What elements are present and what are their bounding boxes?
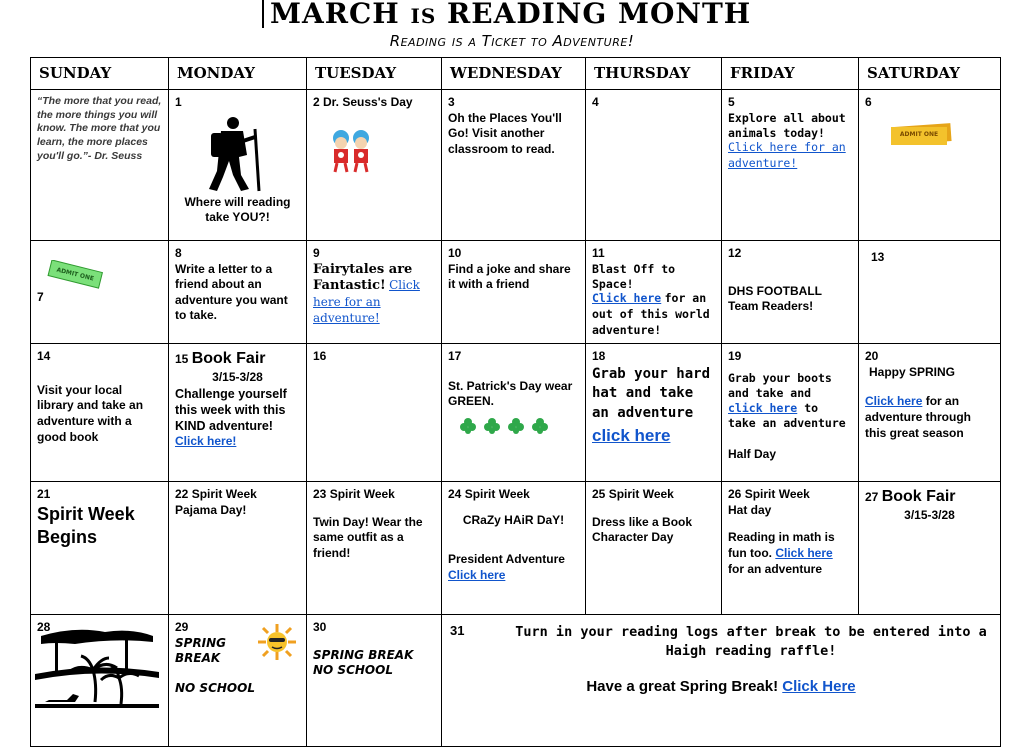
weekday-saturday: SATURDAY [859,58,1001,90]
week-row-4 [31,482,1001,615]
day-30-text: SPRING BREAK NO SCHOOL [313,647,414,678]
day-24-text-3: President Adventure [448,552,565,567]
day-24-text: Spirit Week [464,487,530,502]
day-cell-9 [307,241,442,344]
weekday-tuesday: TUESDAY [307,58,442,90]
day-cell-30 [307,615,442,747]
day-5-text: Explore all about animals today! [728,110,846,140]
day-number: 13 [871,250,885,264]
day-cell-23 [307,482,442,615]
day-cell-15 [169,344,307,482]
day-cell-29 [169,615,307,747]
day-cell-28 [31,615,169,747]
day-26-link[interactable]: Click here [775,546,833,561]
page-subtitle: Reading is a Ticket to Adventure! [389,32,635,50]
day-11-text-2: for an out of this world adventure! [592,291,710,337]
day-number: 8 [175,246,182,260]
weekday-header-row [31,58,1001,90]
day-cell-12 [722,241,859,344]
day-number: 20 [865,349,879,364]
day-cell-quote [31,90,169,241]
calendar-table [30,57,1001,747]
day-15-link[interactable]: Click here! [175,434,237,449]
day-cell-14 [31,344,169,482]
day-11-link[interactable]: Click here [592,291,662,306]
day-20-title: Happy SPRING [869,364,956,379]
day-8-text: Write a letter to a friend about an adventure you want to take. [175,261,288,323]
day-11-text: Blast Off to Space! [592,261,676,291]
day-21-text: Spirit Week Begins [37,503,135,548]
day-number: 31 [450,623,465,639]
day-2-text: 2 Dr. Seuss's Day [313,95,413,109]
day-22-text: Spirit Week [191,487,257,502]
day-10-text: Find a joke and share it with a friend [448,261,571,292]
day-24-link[interactable]: Click here [448,568,506,583]
day-cell-10 [442,241,586,344]
day-26-text-2: Hat day [728,502,772,517]
day-number: 16 [313,349,327,364]
day-cell-18 [586,344,722,482]
day-31-text: Turn in your reading logs after break to be entered into a Haigh reading raffle! [515,624,987,660]
week-row-2 [31,241,1001,344]
day-14-text: Visit your local library and take an adventure with a good book [37,382,144,444]
day-number: 30 [313,620,327,635]
sun-icon [254,622,300,662]
day-24-text-2: CRaZy HAiR DaY! [462,512,565,527]
weekday-friday: FRIDAY [722,58,859,90]
day-number: 7 [37,290,44,304]
day-number: 1 [175,95,182,109]
day-number: 4 [592,95,599,109]
day-cell-27 [859,482,1001,615]
day-25-text: Spirit Week [608,487,674,502]
day-26-text-3: Reading in math is fun too. [728,530,835,561]
day-number: 6 [865,95,872,109]
thing-one-thing-two-icon [327,129,377,173]
day-3-text: Oh the Places You'll Go! Visit another classroom to read. [448,110,562,156]
day-number: 21 [37,487,51,502]
hiker-icon [203,115,273,193]
day-number: 29 [175,620,189,635]
day-19-text-2: to take an adventure [728,400,846,430]
day-9-text: Fairytales are Fantastic! [313,261,413,294]
day-cell-7 [31,241,169,344]
day-23-text-2: Twin Day! Wear the same outfit as a friend! [313,514,423,561]
day-cell-6 [859,90,1001,241]
day-1-text: Where will reading take YOU?! [184,194,291,225]
day-cell-2 [307,90,442,241]
day-cell-16 [307,344,442,482]
day-number: 12 [728,246,742,260]
day-number: 11 [592,246,605,260]
shamrocks-icon [456,416,552,438]
weekday-sunday: SUNDAY [31,58,169,90]
ticket-label: ADMIT ONE [899,130,939,138]
day-cell-21 [31,482,169,615]
day-cell-1 [169,90,307,241]
day-number: 14 [37,349,51,364]
day-cell-31 [442,615,1001,747]
day-cell-11 [586,241,722,344]
week-row-1 [31,90,1001,241]
day-number: 17 [448,349,462,364]
admit-one-ticket-icon [45,260,105,290]
seuss-quote: “The more that you read, the more things you will know. The more that you learn, the more places you'll go.”- Dr. Seuss [37,95,162,162]
day-number: 23 [313,487,327,502]
weekday-monday: MONDAY [169,58,307,90]
day-number: 27 [865,490,879,505]
day-cell-3 [442,90,586,241]
weekday-thursday: THURSDAY [586,58,722,90]
day-number: 22 [175,487,189,502]
admit-one-ticket-icon [889,121,953,147]
day-20-text: for an adventure through this great season [865,394,972,440]
day-cell-8 [169,241,307,344]
day-number: 5 [728,95,735,109]
day-number: 10 [448,246,462,260]
day-20-link[interactable]: Click here [865,394,923,409]
day-cell-13 [859,241,1001,344]
day-15-text: Challenge yourself this week with this KIND adventure! [175,386,287,434]
day-29-text: SPRING BREAK [175,635,227,666]
book-fair-dates: 3/15-3/28 [904,508,955,523]
day-25-text-2: Dress like a Book Character Day [592,514,693,545]
day-19-text: Grab your boots and take and [728,370,832,400]
day-number: 24 [448,487,462,502]
ticket-label: ADMIT ONE [55,266,95,283]
day-number: 26 [728,487,742,502]
day-18-text: Grab your hard hat and take an adventure [592,365,711,422]
day-number: 18 [592,349,606,364]
day-5-link[interactable]: Click here for an adventure! [728,140,846,171]
day-12-text: DHS FOOTBALL Team Readers! [728,283,822,314]
weekday-wednesday: WEDNESDAY [442,58,586,90]
week-row-5 [31,615,1001,747]
day-number: 25 [592,487,606,502]
day-cell-19 [722,344,859,482]
day-18-link[interactable]: click here [592,425,671,445]
day-cell-5 [722,90,859,241]
day-cell-26 [722,482,859,615]
book-fair-title: Book Fair [881,488,956,506]
day-cell-4 [586,90,722,241]
day-cell-17 [442,344,586,482]
day-number: 19 [728,349,742,364]
day-31-text-2: Have a great Spring Break! [586,678,779,696]
day-17-text: St. Patrick's Day wear GREEN. [448,378,573,409]
day-29-text-2: NO SCHOOL [175,681,255,696]
day-22-text-2: Pajama Day! [175,502,247,517]
day-31-link[interactable]: Click Here [782,678,856,696]
day-cell-25 [586,482,722,615]
day-cell-20 [859,344,1001,482]
day-number: 3 [448,95,455,109]
page-title: MARCH is READING MONTH [262,0,751,28]
day-26-text-4: for an adventure [728,561,823,576]
half-day-label: Half Day [728,446,777,461]
island-silhouette-icon [35,622,159,708]
book-fair-dates: 3/15-3/28 [212,370,263,385]
day-26-text: Spirit Week [744,487,810,502]
day-19-link[interactable]: click here [728,400,798,415]
week-row-3 [31,344,1001,482]
book-fair-title: Book Fair [191,350,266,368]
day-number: 28 [37,620,51,635]
day-9-link[interactable]: Click here for an adventure! [313,278,420,325]
day-cell-22 [169,482,307,615]
day-cell-24 [442,482,586,615]
day-number: 15 [175,352,189,367]
day-number: 9 [313,246,320,260]
day-23-text: Spirit Week [329,487,395,502]
